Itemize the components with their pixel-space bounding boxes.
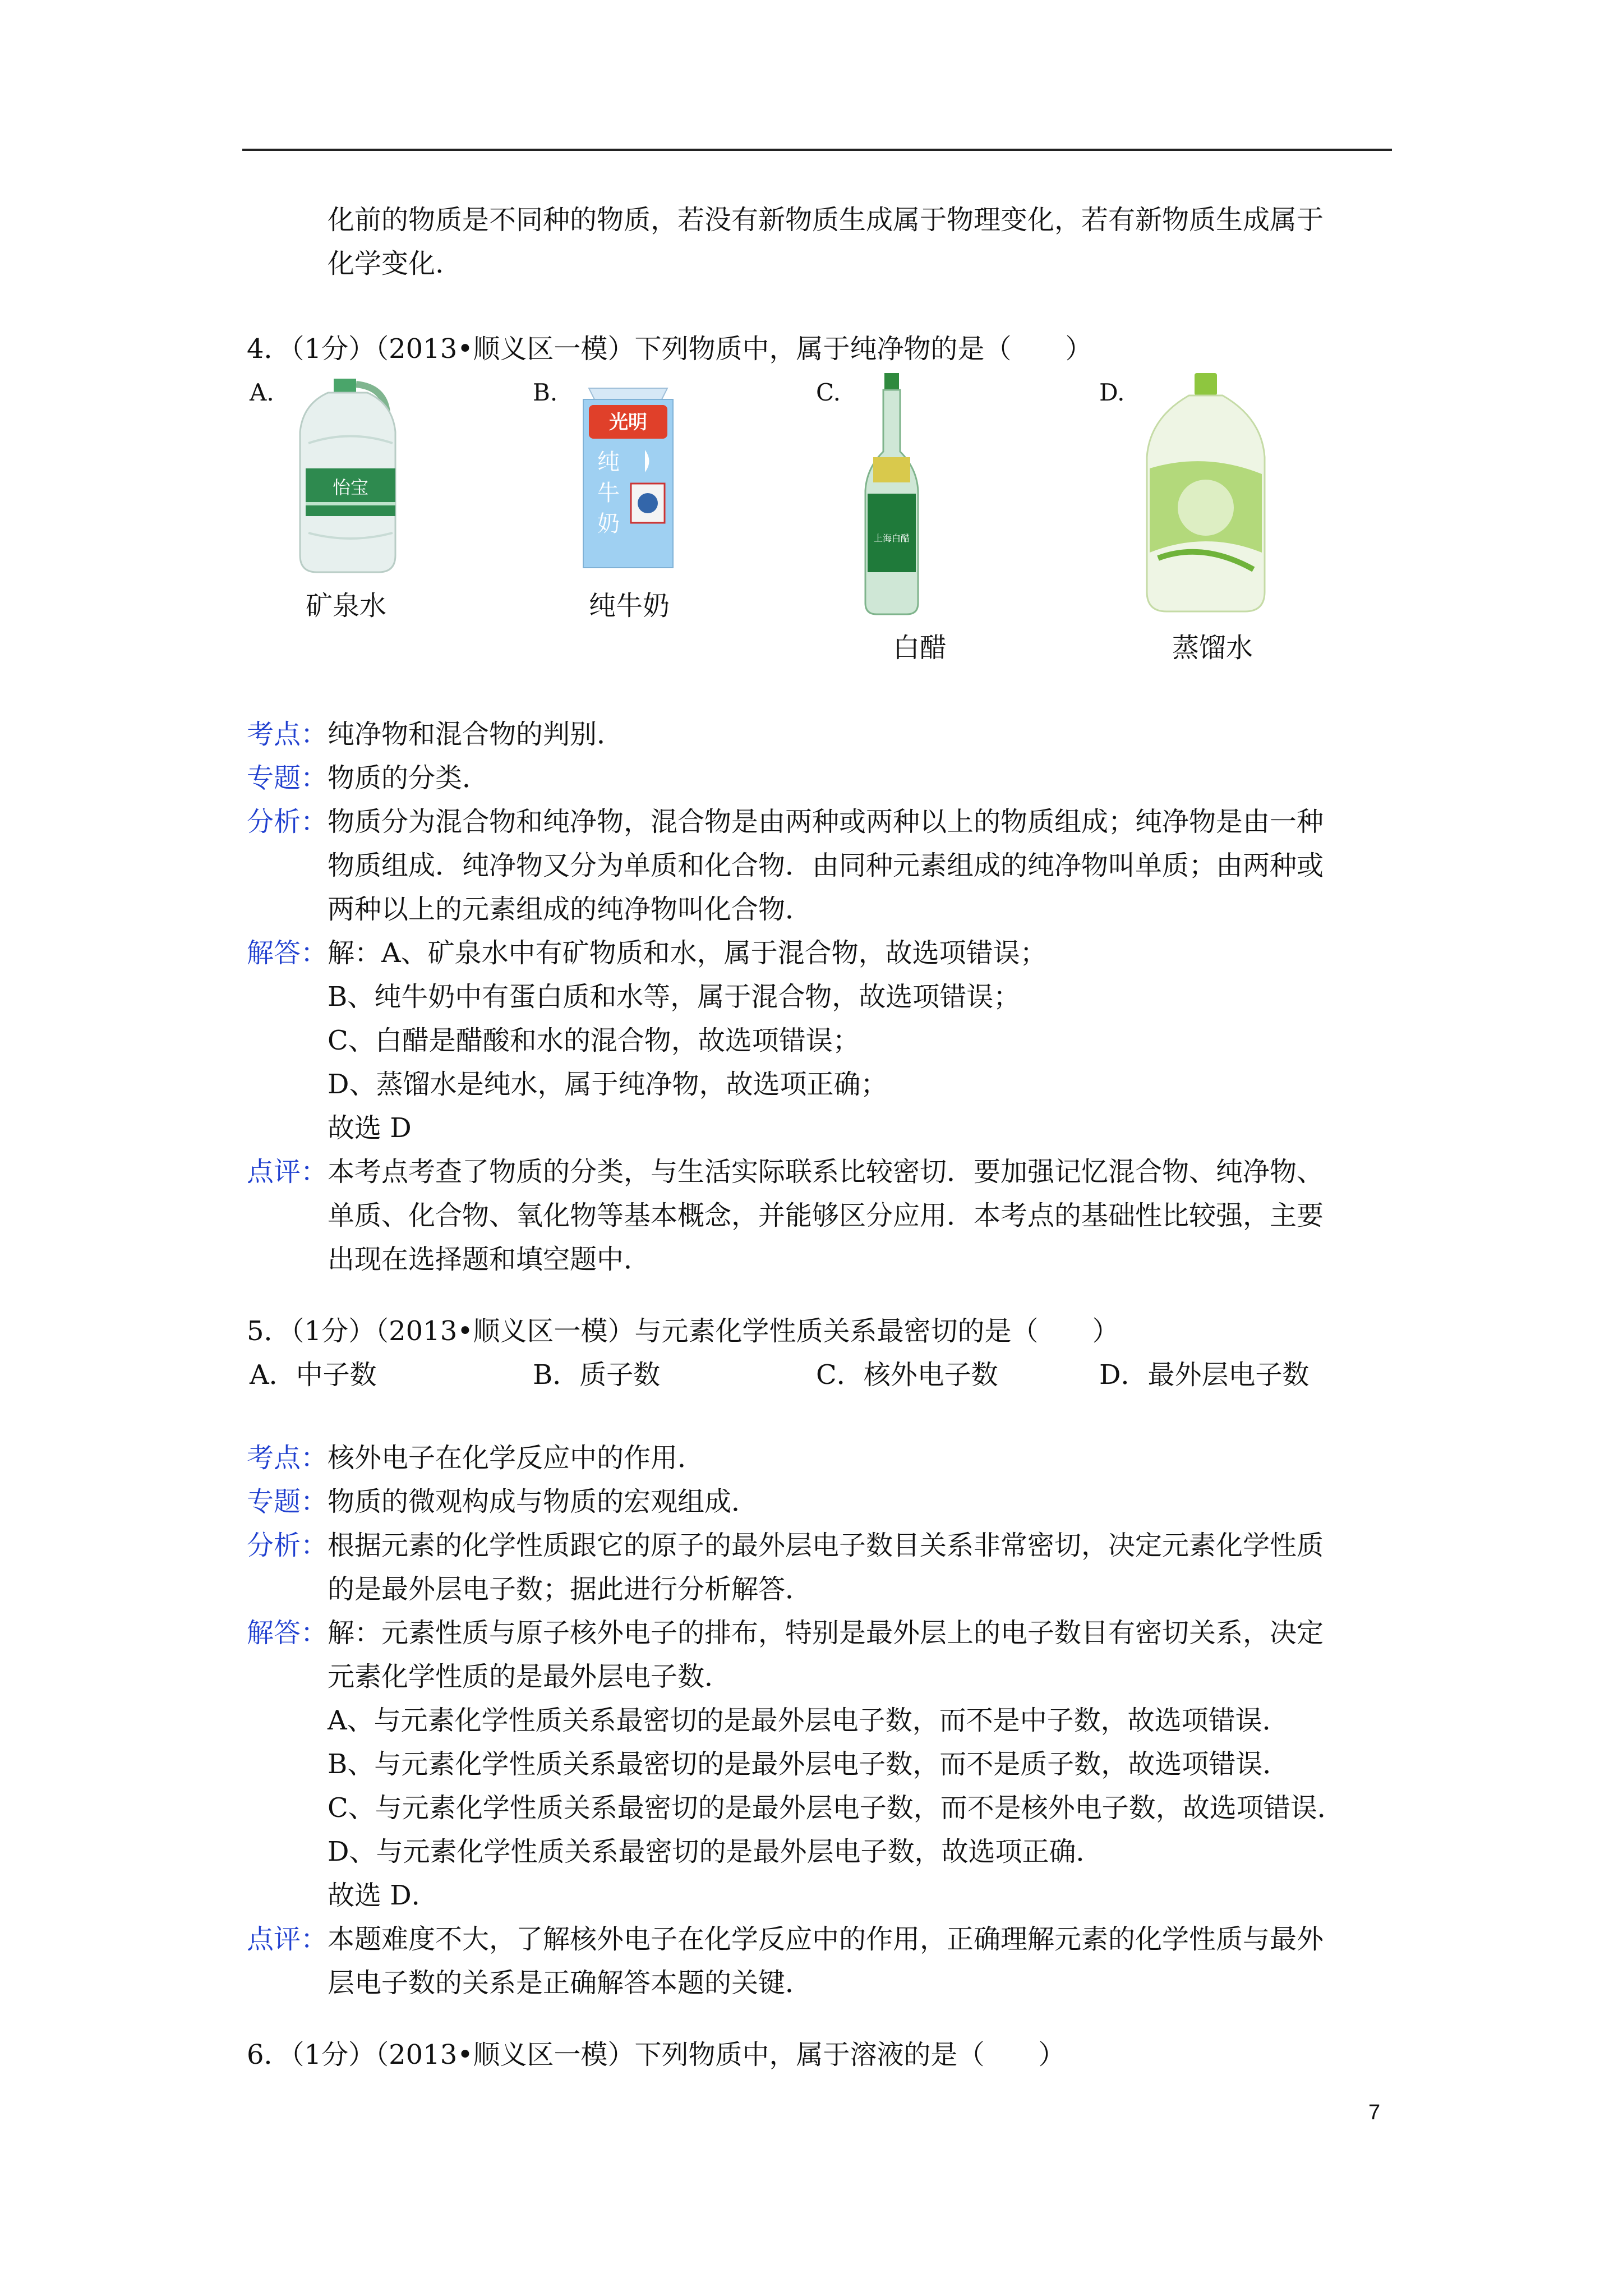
q4-zhuanti-text: 物质的分类．: [328, 762, 490, 794]
q4-option-b-letter: B.: [533, 379, 558, 406]
vinegar-brand-label: 上海白醋: [873, 533, 910, 544]
q4-option-a-caption: 矿泉水: [306, 590, 387, 622]
milk-carton-char-1: 纯: [597, 449, 620, 475]
jug-brand-label: 怡宝: [332, 477, 369, 498]
q4-fenxi-line-1: [247, 805, 1324, 839]
q5-kaodian-text: 核外电子在化学反应中的作用．: [328, 1442, 705, 1474]
distilled-water-bottle-icon: [1141, 373, 1270, 620]
q4-option-d-letter: D.: [1099, 379, 1125, 406]
continuation-line-2: 化学变化.: [328, 248, 444, 279]
continuation-line-1: 化前的物质是不同种的物质，若没有新物质生成属于物理变化，若有新物质生成属于: [328, 204, 1324, 236]
q5-fenxi-line-2: 的是最外层电子数；据此进行分析解答．: [328, 1573, 813, 1605]
q4-dianping-text-1: 本考点考查了物质的分类，与生活实际联系比较密切．要加强记忆混合物、纯净物、: [328, 1156, 1324, 1188]
q5-jieda-line-7: 故选 D．: [328, 1880, 439, 1911]
milk-carton-char-3: 奶: [597, 511, 620, 537]
q4-jieda-line-5: 故选 D: [328, 1112, 412, 1144]
q5-jieda-line-6: D、与元素化学性质关系最密切的是最外层电子数，故选项正确．: [328, 1836, 1103, 1867]
q5-jieda-text-1: 解：元素性质与原子核外电子的排布，特别是最外层上的电子数目有密切关系，决定: [328, 1617, 1324, 1649]
q4-option-b-caption: 纯牛奶: [589, 590, 670, 622]
q5-dianping-label: 点评：: [247, 1924, 328, 1955]
q5-option-c: C．核外电子数: [816, 1359, 998, 1391]
q5-jieda-line-2: 元素化学性质的是最外层电子数．: [328, 1661, 732, 1692]
vinegar-bottle-icon: [861, 373, 923, 620]
milk-carton-char-2: 牛: [597, 480, 620, 506]
q4-jieda-line-4: D、蒸馏水是纯水，属于纯净物，故选项正确；: [328, 1069, 888, 1100]
q4-zhuanti: [247, 761, 489, 795]
q4-zhuanti-label: 专题：: [247, 762, 328, 794]
q4-fenxi-line-2: 物质组成．纯净物又分为单质和化合物．由同种元素组成的纯净物叫单质；由两种或: [328, 850, 1324, 881]
q4-jieda-line-3: C、白醋是醋酸和水的混合物，故选项错误；: [328, 1025, 860, 1056]
q4-jieda-label: 解答：: [247, 937, 328, 969]
question-4-stem: 4．（1分）（2013•顺义区一模）下列物质中，属于纯净物的是（ ）: [247, 333, 1092, 365]
q4-fenxi-label: 分析：: [247, 806, 328, 838]
q5-dianping-line-2: 层电子数的关系是正确解答本题的关键．: [328, 1967, 813, 1999]
q4-dianping-line-1: [247, 1155, 1324, 1189]
q4-option-a-letter: A.: [250, 379, 274, 406]
q4-dianping-line-2: 单质、化合物、氧化物等基本概念，并能够区分应用．本考点的基础性比较强，主要: [328, 1200, 1324, 1231]
q5-zhuanti: [247, 1485, 758, 1519]
header-rule: [242, 149, 1392, 151]
q4-option-c-letter: C.: [816, 379, 841, 406]
q4-dianping-line-3: 出现在选择题和填空题中．: [328, 1244, 651, 1275]
page-number: 7: [1368, 2101, 1381, 2124]
q4-dianping-label: 点评：: [247, 1156, 328, 1188]
q4-jieda-line-2: B、纯牛奶中有蛋白质和水等，属于混合物，故选项错误；: [328, 981, 1021, 1013]
q5-fenxi-line-1: [247, 1529, 1324, 1562]
q5-jieda-label: 解答：: [247, 1617, 328, 1649]
q5-jieda-line-3: A、与元素化学性质关系最密切的是最外层电子数，而不是中子数，故选项错误．: [328, 1705, 1289, 1736]
q5-jieda-line-4: B、与元素化学性质关系最密切的是最外层电子数，而不是质子数，故选项错误．: [328, 1749, 1290, 1780]
q5-option-a: A．中子数: [250, 1359, 377, 1391]
q5-jieda-line-5: C、与元素化学性质关系最密切的是最外层电子数，而不是核外电子数，故选项错误．: [328, 1792, 1344, 1824]
milk-brand-label: 光明: [609, 411, 647, 434]
q5-kaodian: [247, 1441, 704, 1475]
q4-option-c-caption: 白醋: [893, 632, 947, 664]
mineral-water-jug-icon: [294, 370, 407, 578]
q5-jieda-line-1: [247, 1616, 1324, 1650]
question-5-stem: 5．（1分）（2013•顺义区一模）与元素化学性质关系最密切的是（ ）: [247, 1315, 1119, 1347]
q4-kaodian-label: 考点：: [247, 719, 328, 750]
q5-option-d: D．最外层电子数: [1099, 1359, 1310, 1391]
q4-jieda-line-1: [247, 936, 1047, 970]
q5-zhuanti-label: 专题：: [247, 1486, 328, 1517]
q5-kaodian-label: 考点：: [247, 1442, 328, 1474]
q5-zhuanti-text: 物质的微观构成与物质的宏观组成．: [328, 1486, 759, 1517]
q5-fenxi-label: 分析：: [247, 1530, 328, 1561]
q4-kaodian-text: 纯净物和混合物的判别．: [328, 719, 624, 750]
q4-fenxi-text-1: 物质分为混合物和纯净物，混合物是由两种或两种以上的物质组成；纯净物是由一种: [328, 806, 1324, 838]
q4-jieda-text-1: 解：A、矿泉水中有矿物质和水，属于混合物，故选项错误；: [328, 937, 1047, 969]
q4-kaodian: [247, 717, 624, 751]
q5-fenxi-text-1: 根据元素的化学性质跟它的原子的最外层电子数目关系非常密切，决定元素化学性质: [328, 1530, 1324, 1561]
question-6-stem: 6．（1分）（2013•顺义区一模）下列物质中，属于溶液的是（ ）: [247, 2039, 1066, 2070]
q5-dianping-line-1: [247, 1922, 1324, 1956]
q4-option-d-caption: 蒸馏水: [1172, 632, 1253, 664]
q4-fenxi-line-3: 两种以上的元素组成的纯净物叫化合物．: [328, 894, 813, 925]
q5-option-b: B．质子数: [533, 1359, 661, 1391]
milk-carton-icon: [578, 377, 679, 579]
q5-dianping-text-1: 本题难度不大，了解核外电子在化学反应中的作用，正确理解元素的化学性质与最外: [328, 1924, 1324, 1955]
